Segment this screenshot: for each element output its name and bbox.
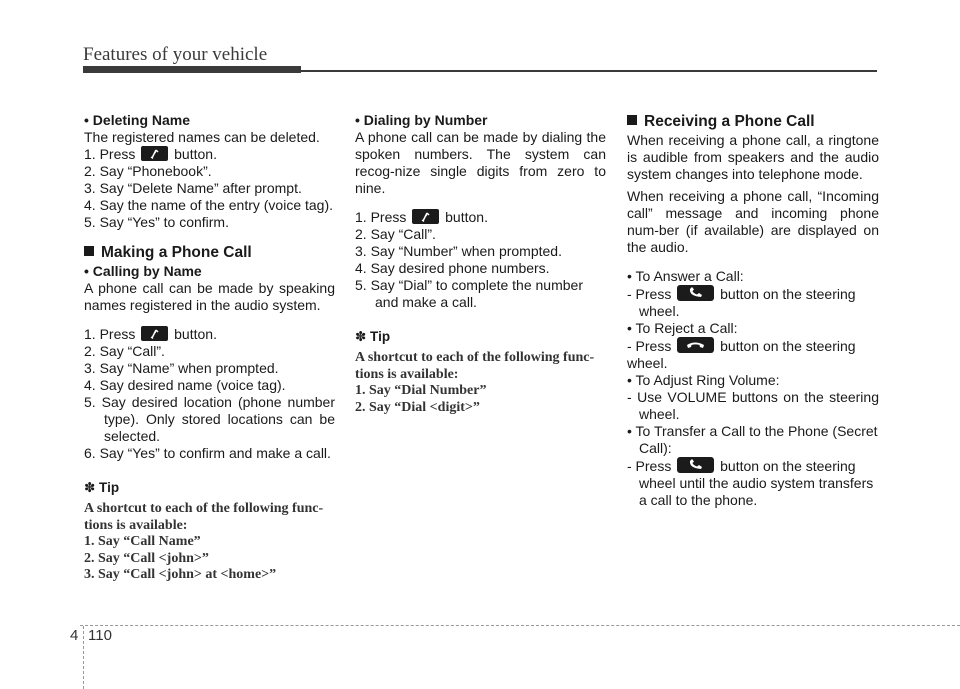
square-bullet-icon (627, 115, 637, 125)
ring-volume-title: • To Adjust Ring Volume: (627, 372, 780, 388)
footer-rule (80, 625, 960, 626)
dialing-step-5: 5. Say “Dial” to complete the number and make a call. (355, 277, 583, 310)
ring-volume-text: - Use VOLUME buttons on the steering wheel. (627, 389, 879, 422)
call-answer-icon (677, 457, 714, 473)
tip-heading: ✽ Tip (355, 329, 391, 344)
deleting-step-5: 5. Say “Yes” to confirm. (84, 214, 229, 230)
calling-step-5: 5. Say desired location (phone number type). Only stored locations can be selected. (84, 394, 335, 444)
voice-command-icon (141, 146, 168, 161)
tip-line: 2. Say “Dial <digit>” (355, 399, 480, 415)
receiving-para-2: When receiving a phone call, “Incoming call” message and incoming phone num-ber (if available) are displayed on the audio. (627, 188, 879, 255)
chapter-number: 4 (70, 627, 79, 644)
calling-step-6: 6. Say “Yes” to confirm and make a call. (84, 445, 331, 461)
calling-step-2: 2. Say “Call”. (84, 343, 165, 359)
transfer-call-text: - Press button on the steering wheel until the audio system transfers a call to the phone. (627, 458, 874, 508)
calling-step-4: 4. Say desired name (voice tag). (84, 377, 286, 393)
answer-call-title: • To Answer a Call: (627, 268, 744, 284)
deleting-step-1: 1. Press button. (84, 146, 217, 162)
header-rule (301, 70, 877, 72)
tip-line: 1. Say “Dial Number” (355, 383, 487, 398)
footer-divider (83, 626, 84, 689)
tip-line: A shortcut to each of the following func-tions is available: (84, 501, 324, 533)
making-call-heading: Making a Phone Call (84, 243, 335, 263)
reject-call-text: - Press button on the steering wheel. (627, 338, 856, 371)
page-header-title: Features of your vehicle (83, 44, 268, 65)
calling-step-1: 1. Press button. (84, 326, 217, 342)
call-end-icon (677, 337, 714, 353)
receiving-call-heading: Receiving a Phone Call (627, 112, 879, 132)
transfer-call-title: • To Transfer a Call to the Phone (Secret Call): (627, 423, 878, 456)
deleting-name-title: • Deleting Name (84, 112, 191, 128)
voice-command-icon (141, 326, 168, 341)
dialing-step-4: 4. Say desired phone numbers. (355, 260, 550, 276)
dialing-by-number-title: • Dialing by Number (355, 112, 488, 128)
tip-line: A shortcut to each of the following func-tions is available: (355, 350, 595, 382)
dialing-step-1: 1. Press button. (355, 209, 488, 225)
calling-by-name-intro: A phone call can be made by speaking names registered in the audio system. (84, 280, 335, 313)
deleting-name-intro: The registered names can be deleted. (84, 129, 320, 145)
receiving-para-1: When receiving a phone call, a ringtone is audible from speakers and the audio system changes into telephone mode. (627, 132, 879, 182)
call-answer-icon (677, 285, 714, 301)
reject-call-title: • To Reject a Call: (627, 320, 738, 336)
deleting-step-4: 4. Say the name of the entry (voice tag). (84, 197, 334, 213)
column-left (84, 112, 335, 584)
dialing-step-3: 3. Say “Number” when prompted. (355, 243, 562, 259)
page-number: 110 (88, 627, 112, 644)
column-right (627, 112, 879, 509)
deleting-step-3: 3. Say “Delete Name” after prompt. (84, 180, 302, 196)
answer-call-text: - Press button on the steering wheel. (627, 286, 856, 319)
dialing-intro: A phone call can be made by dialing the spoken numbers. The system can recog-nize single digits from zero to nine. (355, 129, 606, 196)
deleting-step-2: 2. Say “Phonebook”. (84, 163, 212, 179)
tip-line: 2. Say “Call <john>” (84, 550, 209, 566)
tip-line: 3. Say “Call <john> at <home>” (84, 567, 277, 582)
tip-line: 1. Say “Call Name” (84, 534, 201, 549)
calling-by-name-title: • Calling by Name (84, 263, 202, 279)
calling-step-3: 3. Say “Name” when prompted. (84, 360, 279, 376)
dialing-step-2: 2. Say “Call”. (355, 226, 436, 242)
square-bullet-icon (84, 246, 94, 256)
header-bar (83, 66, 301, 73)
tip-heading: ✽ Tip (84, 480, 120, 495)
column-middle (355, 112, 606, 416)
voice-command-icon (412, 209, 439, 224)
